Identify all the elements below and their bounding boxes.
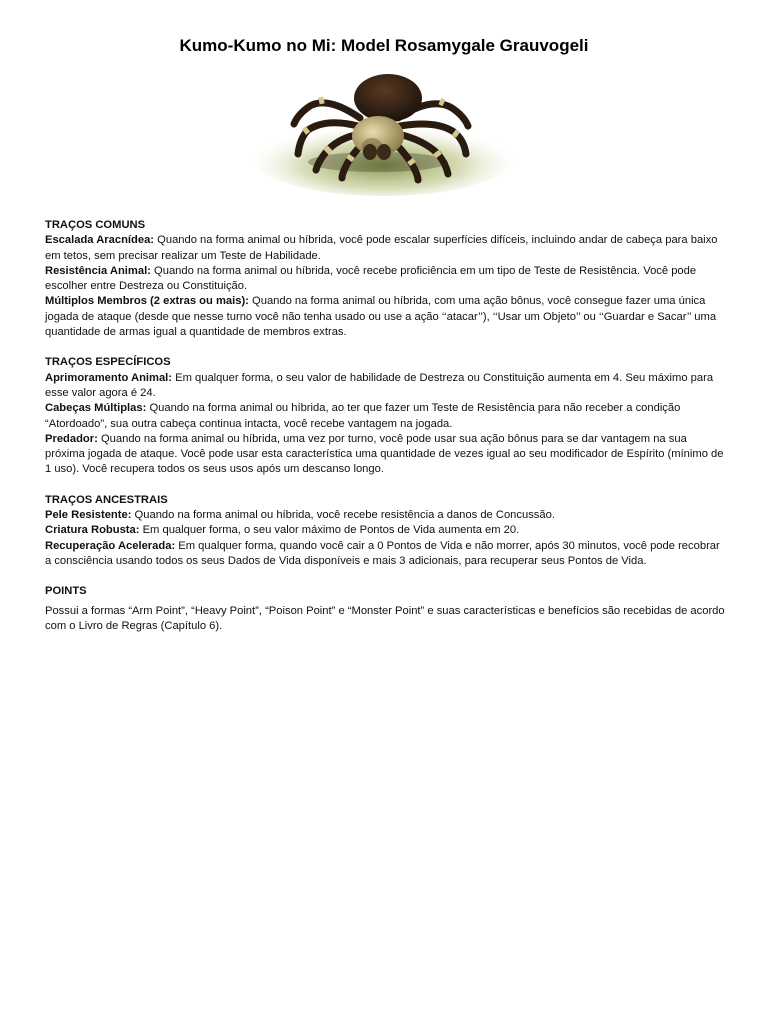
trait-term: Criatura Robusta: <box>45 524 140 537</box>
trait-term: Resistência Animal: <box>45 264 151 277</box>
trait-paragraph <box>45 539 725 570</box>
trait-paragraph <box>45 294 725 340</box>
trait-term: Múltiplos Membros (2 extras ou mais): <box>45 295 249 308</box>
trait-text: Quando na forma animal ou híbrida, com uma ação bônus, você consegue fazer uma única jogada de ataque (desde que nesse turno você não tenha usado ou use a ação ‘‘atacar’’), ‘‘Usar um Objeto’’ ou ‘‘Guardar e Sacar’’ uma quantidade de armas igual a quantidade de membros extras. <box>45 295 717 339</box>
trait-text: Em qualquer forma, o seu valor máximo de Pontos de Vida aumenta em 20. <box>139 524 520 537</box>
trait-paragraph <box>45 401 725 432</box>
trait-paragraph <box>45 264 725 295</box>
document-body <box>45 218 725 649</box>
trait-text: Quando na forma animal ou híbrida, você pode escalar superfícies difíceis, incluindo andar de cabeça para baixo em tetos, sem precisar realizar um Teste de Habilidade. <box>45 234 718 262</box>
section-common-traits <box>45 218 725 340</box>
points-paragraph <box>45 604 725 635</box>
trait-term: Pele Resistente: <box>45 509 132 522</box>
trait-text: Em qualquer forma, o seu valor de habilidade de Destreza ou Constituição aumenta em 4. Seu máximo para esse valor agora é 24. <box>45 371 714 399</box>
tarantula-spider-icon <box>248 66 518 198</box>
trait-text: Quando na forma animal ou híbrida, ao ter que fazer um Teste de Resistência para não receber a condição “Atordoado”, sua outra cabeça continua intacta, você recebe vantagem na jogada. <box>45 402 681 430</box>
trait-paragraph <box>45 371 725 402</box>
section-points <box>45 584 725 634</box>
trait-paragraph <box>45 233 725 264</box>
section-ancestral-traits <box>45 493 725 569</box>
trait-term: Cabeças Múltiplas: <box>45 402 147 415</box>
trait-term: Escalada Aracnídea: <box>45 234 155 247</box>
trait-paragraph <box>45 432 725 478</box>
trait-text: Quando na forma animal ou híbrida, você recebe proficiência em um tipo de Teste de Resistência. Você pode escolher entre Destreza ou Constituição. <box>45 264 697 293</box>
trait-term: Aprimoramento Animal: <box>45 371 173 384</box>
trait-text: Quando na forma animal ou híbrida, uma vez por turno, você pode usar sua ação bônus para se dar vantagem na sua próxima jogada de ataque. Você pode usar esta característica uma quantidade de vezes igual ao seu modificador de Espírito (mínimo de 1 uso). Você recupera todos os seus usos após um descanso longo. <box>45 432 724 476</box>
section-heading: POINTS <box>45 585 87 598</box>
section-heading: TRAÇOS ANCESTRAIS <box>45 493 168 506</box>
page-title: Kumo-Kumo no Mi: Model Rosamygale Grauvogeli <box>179 36 589 55</box>
section-specific-traits <box>45 355 725 477</box>
trait-text: Quando na forma animal ou híbrida, você recebe resistência a danos de Concussão. <box>131 509 555 522</box>
trait-term: Predador: <box>45 432 98 445</box>
section-heading: TRAÇOS ESPECÍFICOS <box>45 356 171 369</box>
trait-text: Em qualquer forma, quando você cair a 0 Pontos de Vida e não morrer, após 30 minutos, você pode recobrar a consciência usando todos os seus Dados de Vida disponíveis e mais 3 adicionais, para recuperar seus Pontos de Vida. <box>45 539 720 567</box>
trait-text: Possui a formas “Arm Point”, “Heavy Point”, “Poison Point” e “Monster Point” e suas características e benefícios são recebidas de acordo com o Livro de Regras (Capítulo 6). <box>45 604 725 632</box>
trait-term: Recuperação Acelerada: <box>45 539 176 552</box>
section-heading: TRAÇOS COMUNS <box>45 219 146 231</box>
trait-paragraph <box>45 523 725 538</box>
trait-paragraph <box>45 508 725 523</box>
